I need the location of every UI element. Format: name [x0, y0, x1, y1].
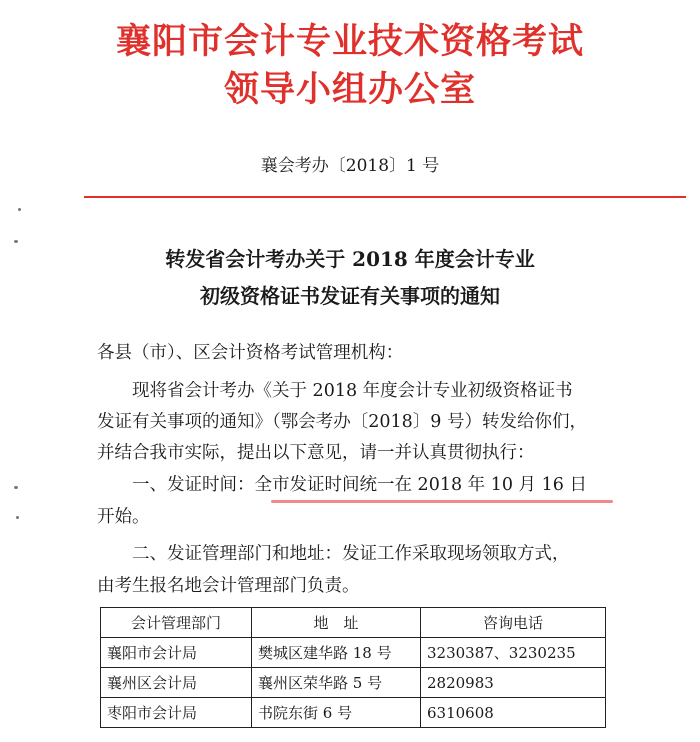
table-cell-department: 襄阳市会计局	[101, 638, 252, 668]
table-cell-phone: 3230387、3230235	[421, 638, 606, 668]
paragraph-2-line-2: 开始。	[97, 507, 150, 527]
issuing-office-name-line1: 襄阳市会计专业技术资格考试	[115, 21, 584, 62]
paragraph-1-line-3: 并结合我市实际，提出以下意见，请一并认真贯彻执行：	[97, 443, 535, 463]
issue-date-highlight: 全市发证时间统一在 2018 年 10 月 16 日	[254, 475, 587, 495]
table-cell-phone: 2820983	[421, 668, 606, 698]
issuing-office-name-line2: 领导小组办公室	[223, 69, 476, 110]
paragraph-1-line-1: 现将省会计考办《关于 2018 年度会计专业初级资格证书	[132, 381, 573, 401]
notice-title-line2: 初级资格证书发证有关事项的通知	[200, 284, 500, 308]
table-cell-address: 书院东街 6 号	[252, 698, 421, 728]
table-header-row	[101, 608, 606, 638]
table-cell-department: 枣阳市会计局	[101, 698, 252, 728]
table-row	[101, 698, 606, 728]
table-cell-address: 襄州区荣华路 5 号	[252, 668, 421, 698]
paragraph-3-line-2: 由考生报名地会计管理部门负责。	[97, 576, 360, 596]
notice-title-line1: 转发省会计考办关于 2018 年度会计专业	[165, 247, 535, 271]
salutation: 各县（市）、区会计资格考试管理机构：	[97, 343, 404, 363]
table-header-phone: 咨询电话	[421, 608, 606, 638]
highlight-underline	[271, 500, 613, 503]
paragraph-2-line-1	[132, 474, 587, 496]
table-row	[101, 638, 606, 668]
scan-speck	[14, 486, 18, 489]
paragraph-3-line-1: 二、发证管理部门和地址：发证工作采取现场领取方式，	[132, 544, 570, 564]
issue-time-label: 一、发证时间：	[132, 475, 255, 495]
table-header-address: 地 址	[252, 608, 421, 638]
scan-speck	[16, 516, 19, 519]
table-header-department: 会计管理部门	[101, 608, 252, 638]
table-cell-phone: 6310608	[421, 698, 606, 728]
office-contact-table	[100, 607, 606, 728]
table-cell-department: 襄州区会计局	[101, 668, 252, 698]
table-row	[101, 668, 606, 698]
document-number: 襄会考办〔2018〕1 号	[260, 156, 440, 176]
red-divider-line	[84, 196, 686, 198]
paragraph-1-line-2: 发证有关事项的通知》（鄂会考办〔2018〕9 号）转发给你们，	[97, 412, 587, 432]
table-cell-address: 樊城区建华路 18 号	[252, 638, 421, 668]
scan-speck	[18, 208, 21, 211]
scan-speck	[14, 240, 18, 243]
